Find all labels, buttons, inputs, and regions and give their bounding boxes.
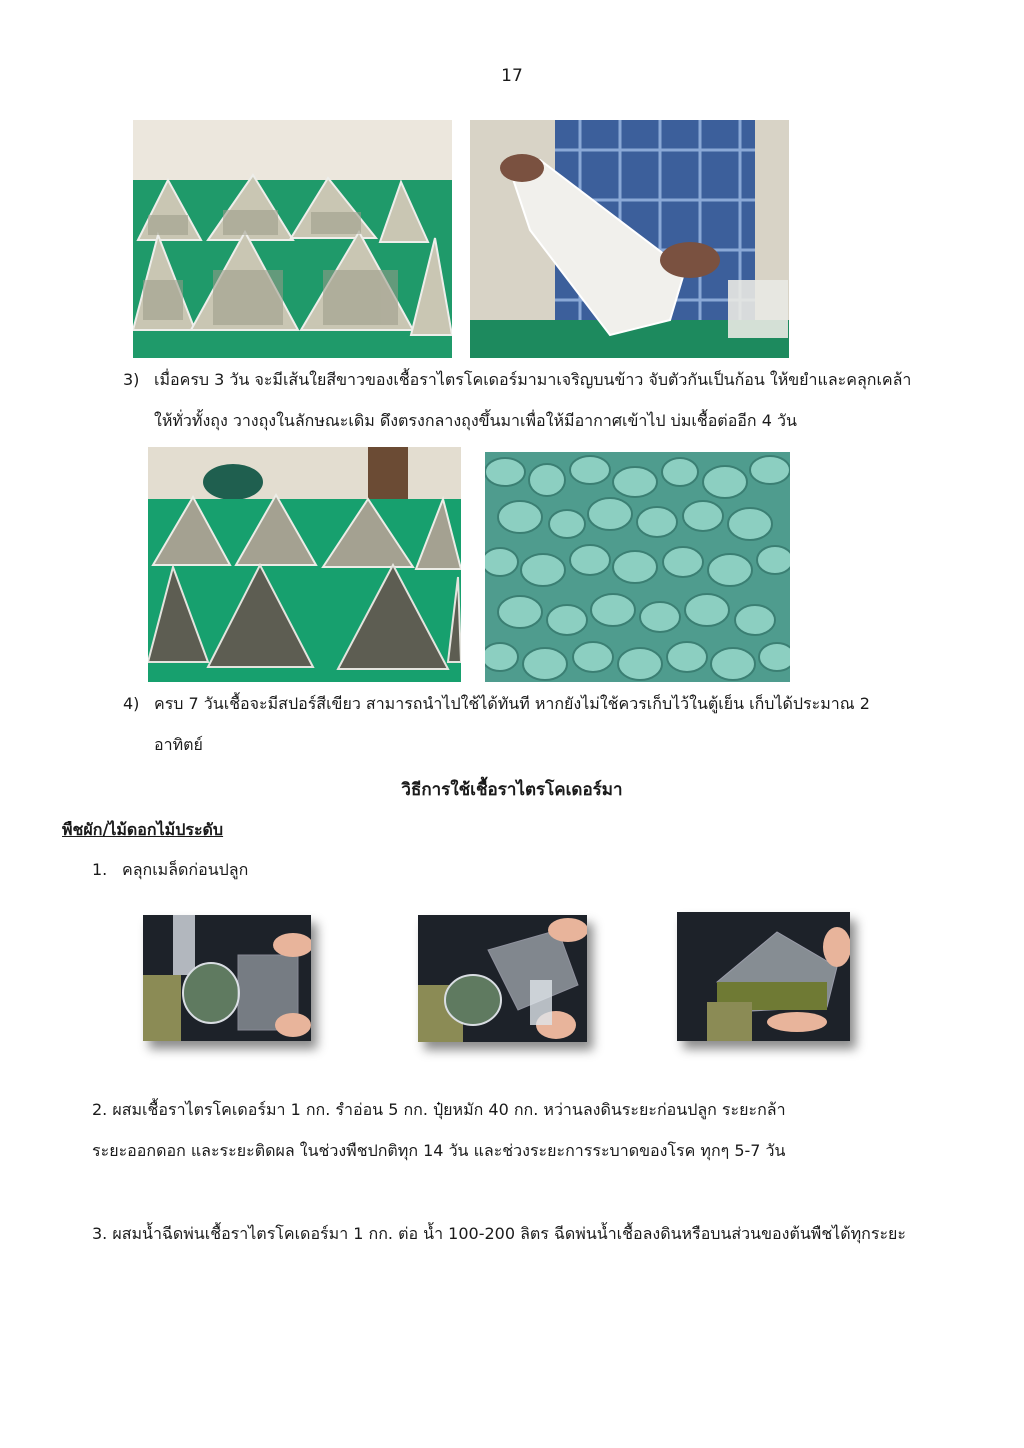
rice-bags-illustration: [133, 120, 452, 358]
step-4-line-2: อาทิตย์: [154, 735, 203, 754]
item-2-line-2: ระยะออกดอก และระยะติดผล ในช่วงพืชปกติทุก 14 วัน และช่วงระยะการระบาดของโรค ทุกๆ 5-7 วัน: [92, 1141, 786, 1160]
item-2-line-1: 2. ผสมเชื้อราไตรโคเดอร์มา 1 กก. รำอ่อน 5 กก. ปุ๋ยหมัก 40 กก. หว่านลงดินระยะก่อนปลูก ระยะกล้า: [92, 1100, 786, 1119]
item-1-text: คลุกเมล็ดก่อนปลูก: [122, 860, 249, 879]
photo-seed-coating-1: [143, 915, 311, 1041]
photo-mycelium-bags: [148, 447, 461, 682]
mycelium-bags-illustration: [148, 447, 461, 682]
section-title: วิธีการใช้เชื้อราไตรโคเดอร์มา: [401, 780, 623, 800]
page-number: 17: [501, 66, 523, 86]
step-4-line-1: ครบ 7 วันเชื้อจะมีสปอร์สีเขียว สามารถนำไปใช้ได้ทันที หากยังไม่ใช้ควรเก็บไว้ในตู้เย็น เก็บได้ประมาณ 2: [154, 694, 870, 713]
photo-green-spores-closeup: [485, 452, 790, 682]
section-subtitle: พืชผัก/ไม้ดอกไม้ประดับ: [62, 820, 224, 839]
photo-hands-holding-bag: [470, 120, 789, 358]
step-4-number: 4): [123, 694, 140, 713]
hands-bag-illustration: [470, 120, 789, 358]
seed-coating-1-illustration: [143, 915, 311, 1041]
spores-illustration: [485, 452, 790, 682]
photo-rice-bags-table: [133, 120, 452, 358]
photo-seed-coating-2: [418, 915, 587, 1042]
step-3-line-2: ให้ทั่วทั้งถุง วางถุงในลักษณะเดิม ดึงตรงกลางถุงขึ้นมาเพื่อให้มีอากาศเข้าไป บ่มเชื้อต่ออีก 4 วัน: [154, 411, 797, 430]
seed-coating-2-illustration: [418, 915, 587, 1042]
photo-seed-coating-3: [677, 912, 850, 1041]
item-1-number: 1.: [92, 860, 108, 879]
step-3-number: 3): [123, 370, 140, 389]
step-3-line-1: เมื่อครบ 3 วัน จะมีเส้นใยสีขาวของเชื้อราไตรโคเดอร์มามาเจริญบนข้าว จับตัวกันเป็นก้อน ให้ขยำและคลุกเคล้า: [154, 370, 912, 389]
seed-coating-3-illustration: [677, 912, 850, 1041]
item-3-line-1: 3. ผสมน้ำฉีดพ่นเชื้อราไตรโคเดอร์มา 1 กก. ต่อ น้ำ 100-200 ลิตร ฉีดพ่นน้ำเชื้อลงดินหรือบนส่วนของต้นพืชได้ทุกระยะ: [92, 1224, 907, 1243]
